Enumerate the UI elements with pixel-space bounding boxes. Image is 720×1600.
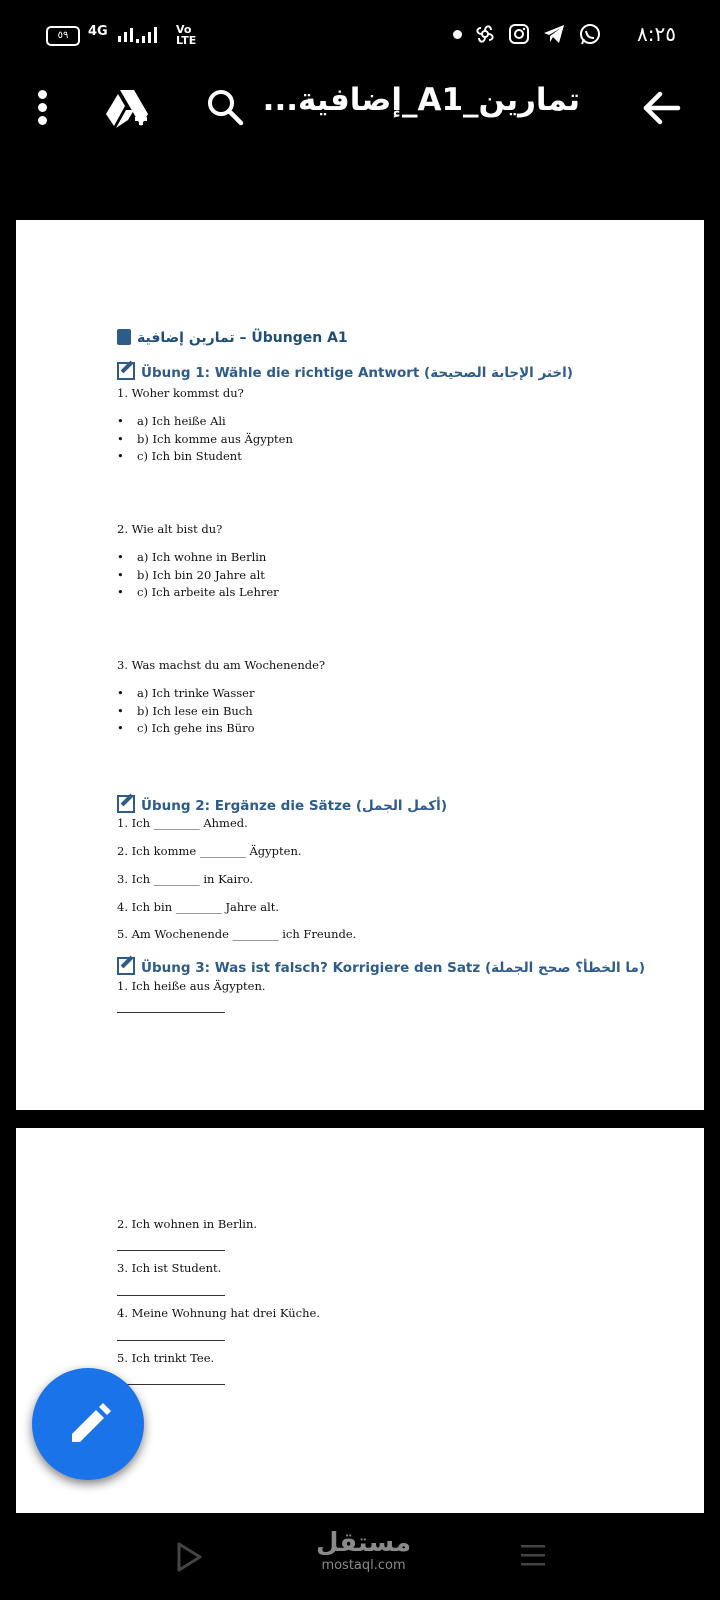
doc-heading-text: تمارين إضافية – Übungen A1 — [137, 330, 348, 346]
list-item: • a) Ich heiße Ali — [117, 413, 293, 431]
list-item: • b) Ich bin 20 Jahre alt — [117, 567, 279, 585]
system-nav-bar — [0, 1520, 720, 1600]
document-title: تمارين_A1_إضافية... — [262, 82, 580, 118]
memo-icon — [117, 957, 135, 975]
memo-icon — [117, 795, 135, 813]
exercise1-heading-text: Übung 1: Wähle die richtige Antwort (اختر الإجابة الصحيحة) — [141, 365, 573, 381]
exercise2-heading — [117, 795, 447, 814]
answer-line — [117, 1002, 225, 1016]
correction-item-2: 2. Ich wohnen in Berlin. — [117, 1217, 258, 1231]
status-bar — [0, 0, 720, 72]
clock: ٨:٢٥ — [637, 22, 676, 46]
edit-pencil-icon — [32, 1368, 144, 1480]
correction-item-1: 1. Ich heiße aus Ägypten. — [117, 979, 266, 993]
signal-icon-2 — [136, 26, 164, 44]
question-1-options — [117, 413, 293, 466]
question-2: 2. Wie alt bist du? — [117, 522, 223, 536]
memo-icon — [117, 362, 135, 380]
watermark-arabic: مستقل — [316, 1528, 412, 1558]
list-item: • b) Ich lese ein Buch — [117, 703, 255, 721]
list-item: • a) Ich trinke Wasser — [117, 685, 255, 703]
pinwheel-icon — [474, 23, 496, 45]
document-title-heading — [117, 329, 348, 346]
list-item: • c) Ich bin Student — [117, 448, 293, 466]
answer-line — [117, 1285, 225, 1299]
question-3: 3. Was machst du am Wochenende? — [117, 658, 326, 672]
list-item: • c) Ich arbeite als Lehrer — [117, 584, 279, 602]
exercise1-heading — [117, 362, 573, 381]
play-icon[interactable] — [174, 1540, 204, 1574]
correction-item-5: 5. Ich trinkt Tee. — [117, 1351, 215, 1365]
question-1: 1. Woher kommst du? — [117, 386, 244, 400]
app-bar — [0, 72, 720, 212]
document-page-1 — [16, 220, 704, 1110]
network-indicator: 4G — [88, 24, 108, 39]
whatsapp-icon — [578, 22, 602, 46]
watermark — [316, 1528, 411, 1573]
exercise2-heading-text: Übung 2: Ergänze die Sätze (أكمل الجمل) — [141, 798, 447, 814]
fill-item-3: 3. Ich ________ in Kairo. — [117, 872, 254, 886]
edit-fab-button[interactable] — [32, 1368, 144, 1480]
list-item: • b) Ich komme aus Ägypten — [117, 431, 293, 449]
watermark-latin: mostaql.com — [321, 1558, 406, 1573]
fill-item-1: 1. Ich ________ Ahmed. — [117, 816, 248, 830]
answer-line — [117, 1330, 225, 1344]
list-item: • a) Ich wohne in Berlin — [117, 549, 279, 567]
search-icon[interactable] — [204, 86, 248, 130]
fill-item-4: 4. Ich bin ________ Jahre alt. — [117, 900, 280, 914]
volte-indicator: Vo LTE — [176, 23, 197, 47]
menu-icon[interactable] — [36, 90, 50, 130]
question-3-options — [117, 685, 255, 738]
correction-item-3: 3. Ich ist Student. — [117, 1261, 222, 1275]
answer-line — [117, 1240, 225, 1254]
correction-item-4: 4. Meine Wohnung hat drei Küche. — [117, 1306, 320, 1320]
drive-add-icon[interactable] — [104, 86, 150, 132]
list-item: • c) Ich gehe ins Büro — [117, 720, 255, 738]
battery-indicator: ٥٩ — [46, 26, 80, 46]
exercise3-heading-text: Übung 3: Was ist falsch? Korrigiere den Satz (ما الخطأ؟ صحح الجملة) — [141, 960, 645, 976]
telegram-icon — [542, 23, 566, 45]
fill-item-2: 2. Ich komme ________ Ägypten. — [117, 844, 302, 858]
instagram-icon — [508, 23, 530, 45]
question-2-options — [117, 549, 279, 602]
dot-icon — [453, 30, 462, 39]
fill-item-5: 5. Am Wochenende ________ ich Freunde. — [117, 927, 357, 941]
list-icon[interactable] — [520, 1542, 546, 1568]
book-icon — [117, 329, 131, 345]
exercise3-heading — [117, 957, 645, 976]
notification-icons — [453, 22, 602, 46]
back-arrow-icon[interactable] — [640, 86, 684, 130]
